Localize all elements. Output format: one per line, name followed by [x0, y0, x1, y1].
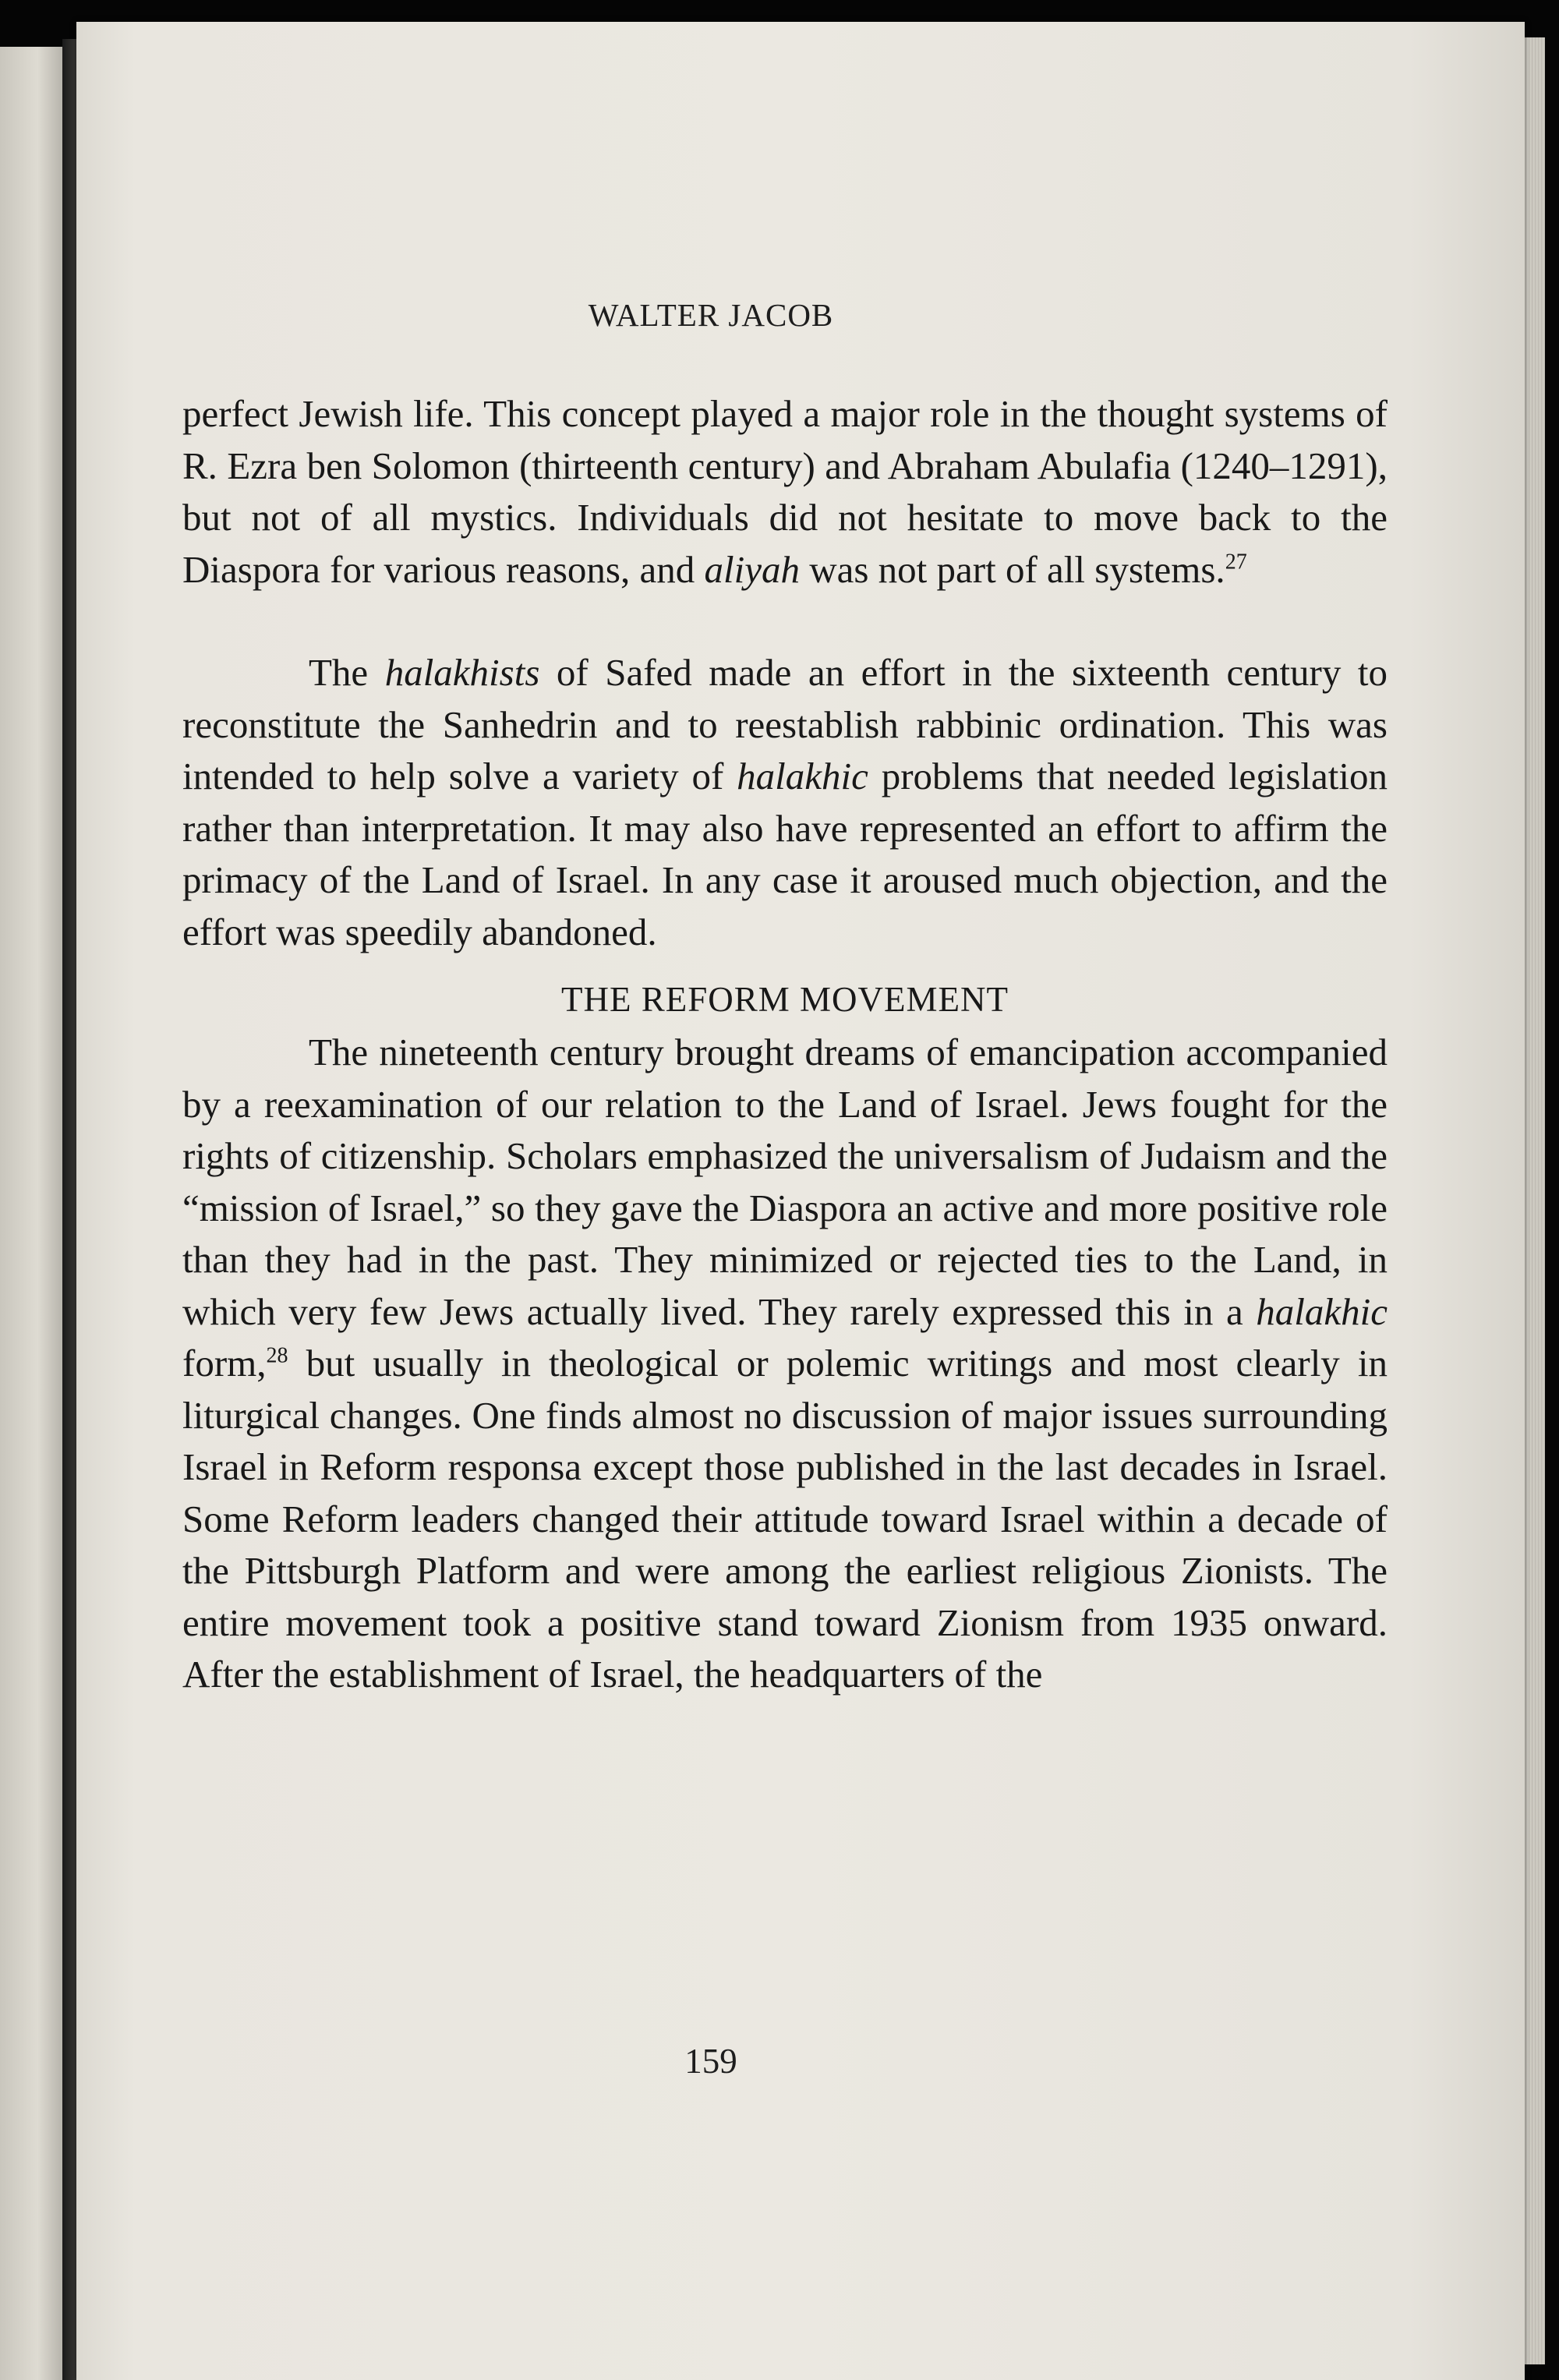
footnote-ref-27: 27 [1225, 550, 1247, 575]
p2-text-2: of Safed made an effort in the sixteenth century to reconstitute the Sanhedrin and to reestablish rabbinic ordination. This was intended to help solve a variety of [182, 651, 1388, 797]
p2-italic-halakhic: halakhic [737, 755, 868, 797]
p2-text-1: The [309, 651, 385, 694]
p1-italic-aliyah: aliyah [704, 547, 800, 591]
running-head: WALTER JACOB [588, 297, 834, 333]
p3-text-1: The nineteenth century brought dreams of emancipation accompanied by a reexamination of our relation to the Land of Israel. Jews fought for the rights of citizenship. Scholars emphasized the universalism of Judaism and the “mission of Israel,” so they gave the Diaspora an active and more positive role than they had in the past. They minimized or rejected ties to the Land, in which very few Jews actually lived. They rarely expressed this in a [182, 1031, 1388, 1333]
p1-text-1: perfect Jewish life. This concept played a major role in the thought systems of R. Ezra ben Solomon (thirteenth century) and Abraham Abulafia (1240–1291), but not of all mystics. Individuals did not hesitate to move back to the Diaspora for various reasons, and [182, 392, 1388, 591]
p3-italic-halakhic: halakhic [1256, 1289, 1388, 1333]
p3-text-3: but usually in theological or polemic writings and most clearly in liturgical changes. One finds almost no discussion of major issues surrounding Israel in Reform responsa except those published in the last decades in Israel. Some Reform leaders changed their attitude toward Israel within a decade of the Pittsburgh Platform and were among the earliest religious Zionists. The entire movement took a positive stand toward Zionism from 1935 onward. After the establishment of Israel, the headquarters of the [182, 1342, 1388, 1696]
page-number: 159 [684, 2042, 737, 2081]
paragraph-2 [182, 647, 1388, 958]
body-text [182, 388, 1388, 1701]
paragraph-1 [182, 388, 1388, 596]
paragraph-3 [182, 1027, 1388, 1701]
book-page [76, 22, 1525, 2380]
p2-italic-halakhists: halakhists [384, 651, 540, 694]
page-stack-edges [1525, 37, 1545, 2364]
p1-text-2: was not part of all systems. [799, 547, 1225, 591]
p3-text-2: form, [182, 1342, 267, 1385]
previous-page-edge [0, 47, 62, 2380]
section-heading: THE REFORM MOVEMENT [560, 980, 1009, 1019]
footnote-ref-28: 28 [266, 1343, 288, 1368]
paragraph-spacer [182, 596, 1388, 647]
p2-text-3: problems that needed legislation rather than interpretation. It may also have represented an effort to affirm the primacy of the Land of Israel. In any case it aroused much objection, and the effort was speedily abandoned. [182, 755, 1388, 953]
